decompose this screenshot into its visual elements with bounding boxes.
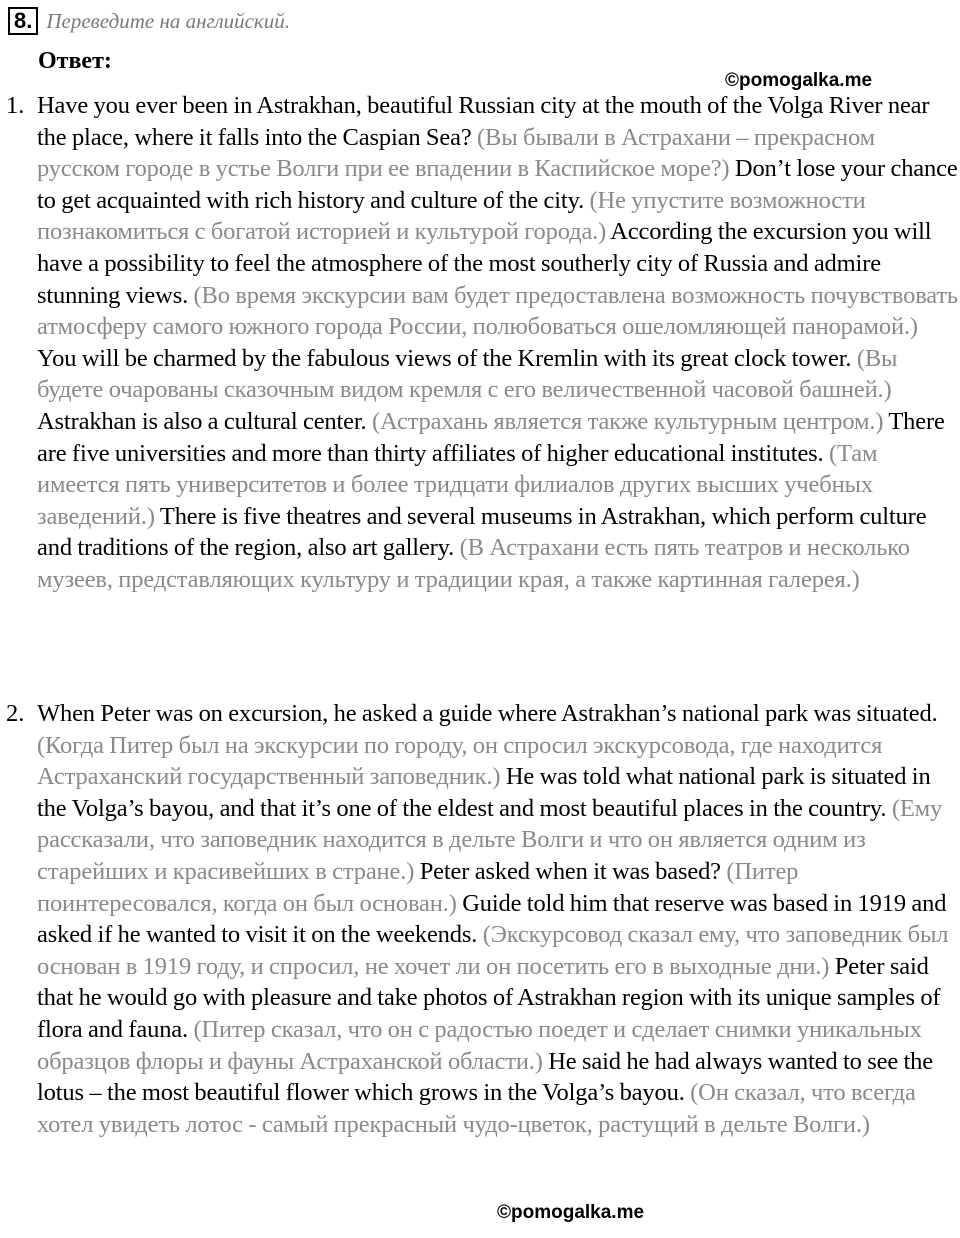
- english-sentence: According the excursion you will have a possibility to feel the atmosphere of the most southerly city of Russia and admire stunning views.: [37, 218, 932, 309]
- russian-translation: (Вы бывали в Астрахани – прекрасном русском городе в устье Волги при ее впадении в Каспийское море?): [37, 123, 875, 183]
- english-sentence: Don’t lose your chance to get acquainted with rich history and culture of the city.: [37, 155, 958, 214]
- english-sentence: He was told what national park is situated in the Volga’s bayou, and that it’s one of the eldest and most beautiful places in the country.: [37, 763, 931, 822]
- item-number: 1.: [6, 92, 25, 119]
- russian-translation: (Не упустите возможности познакомиться с богатой историей и культурой города.): [37, 186, 866, 246]
- russian-translation: (Астрахань является также культурным центром.): [372, 407, 889, 435]
- russian-translation: (Когда Питер был на экскурсии по городу, он спросил экскурсовода, где находится Астраханский государственный заповедник.): [37, 731, 883, 791]
- english-sentence: There are five universities and more than thirty affiliates of higher educational institutes.: [37, 407, 945, 467]
- russian-translation: (Экскурсовод сказал ему, что заповедник был основан в 1919 году, и спросил, не хочет ли он посетить его в выходные дни.): [37, 921, 949, 980]
- russian-translation: (Питер поинтересовался, когда он был основан.): [37, 857, 799, 917]
- answer-label: Ответ:: [38, 48, 112, 74]
- russian-translation: (Он сказал, что всегда хотел увидеть лотос - самый прекрасный чудо-цветок, растущий в дельте Волги.): [37, 1079, 916, 1138]
- english-sentence: There is five theatres and several museums in Astrakhan, which perform culture and traditions of the region, also art gallery.: [37, 502, 927, 562]
- english-sentence: Guide told him that reserve was based in 1919 and asked if he wanted to visit it on the weekends.: [37, 889, 947, 949]
- watermark-top: ©pomogalka.me: [725, 70, 873, 91]
- english-sentence: Have you ever been in Astrakhan, beautiful Russian city at the mouth of the Volga River near the place, where it falls into the Caspian Sea?: [37, 92, 930, 151]
- item-text: [37, 698, 960, 1140]
- english-sentence: Astrakhan is also a cultural center.: [37, 407, 373, 435]
- english-sentence: Peter said that he would go with pleasure and take photos of Astrakhan region with its unique samples of flora and fauna.: [37, 952, 941, 1043]
- english-sentence: When Peter was on excursion, he asked a guide where Astrakhan’s national park was situated.: [37, 700, 938, 727]
- exercise-header: [8, 6, 290, 36]
- english-sentence: You will be charmed by the fabulous views of the Kremlin with its great clock tower.: [37, 344, 857, 372]
- exercise-instruction: Переведите на английский.: [46, 8, 290, 33]
- russian-translation: (Там имеется пять университетов и более тридцати филиалов других высших учебных заведений.): [37, 439, 878, 530]
- russian-translation: (Ему рассказали, что заповедник находится в дельте Волги и что он является одним из старейших и красивейших в стране.): [37, 794, 943, 885]
- russian-translation: (Вы будете очарованы сказочным видом кремля с его величественной часовой башней.): [37, 344, 898, 404]
- english-sentence: He said he had always wanted to see the lotus – the most beautiful flower which grows in the Volga’s bayou.: [37, 1047, 933, 1107]
- russian-translation: (В Астрахани есть пять театров и несколько музеев, представляющих культуру и традиции края, а также картинная галерея.): [37, 534, 910, 593]
- english-sentence: Peter asked when it was based?: [419, 857, 727, 885]
- russian-translation: (Питер сказал, что он с радостью поедет и сделает снимки уникальных образцов флоры и фауны Астраханской области.): [37, 1015, 922, 1075]
- item-number: 2.: [6, 700, 25, 727]
- watermark-bottom: ©pomogalka.me: [497, 1202, 645, 1223]
- item-text: [37, 90, 960, 596]
- exercise-number: 8.: [8, 7, 38, 35]
- russian-translation: (Во время экскурсии вам будет предоставлена возможность почувствовать атмосферу самого южного города России, полюбоваться ошеломляющей панорамой.): [37, 281, 958, 341]
